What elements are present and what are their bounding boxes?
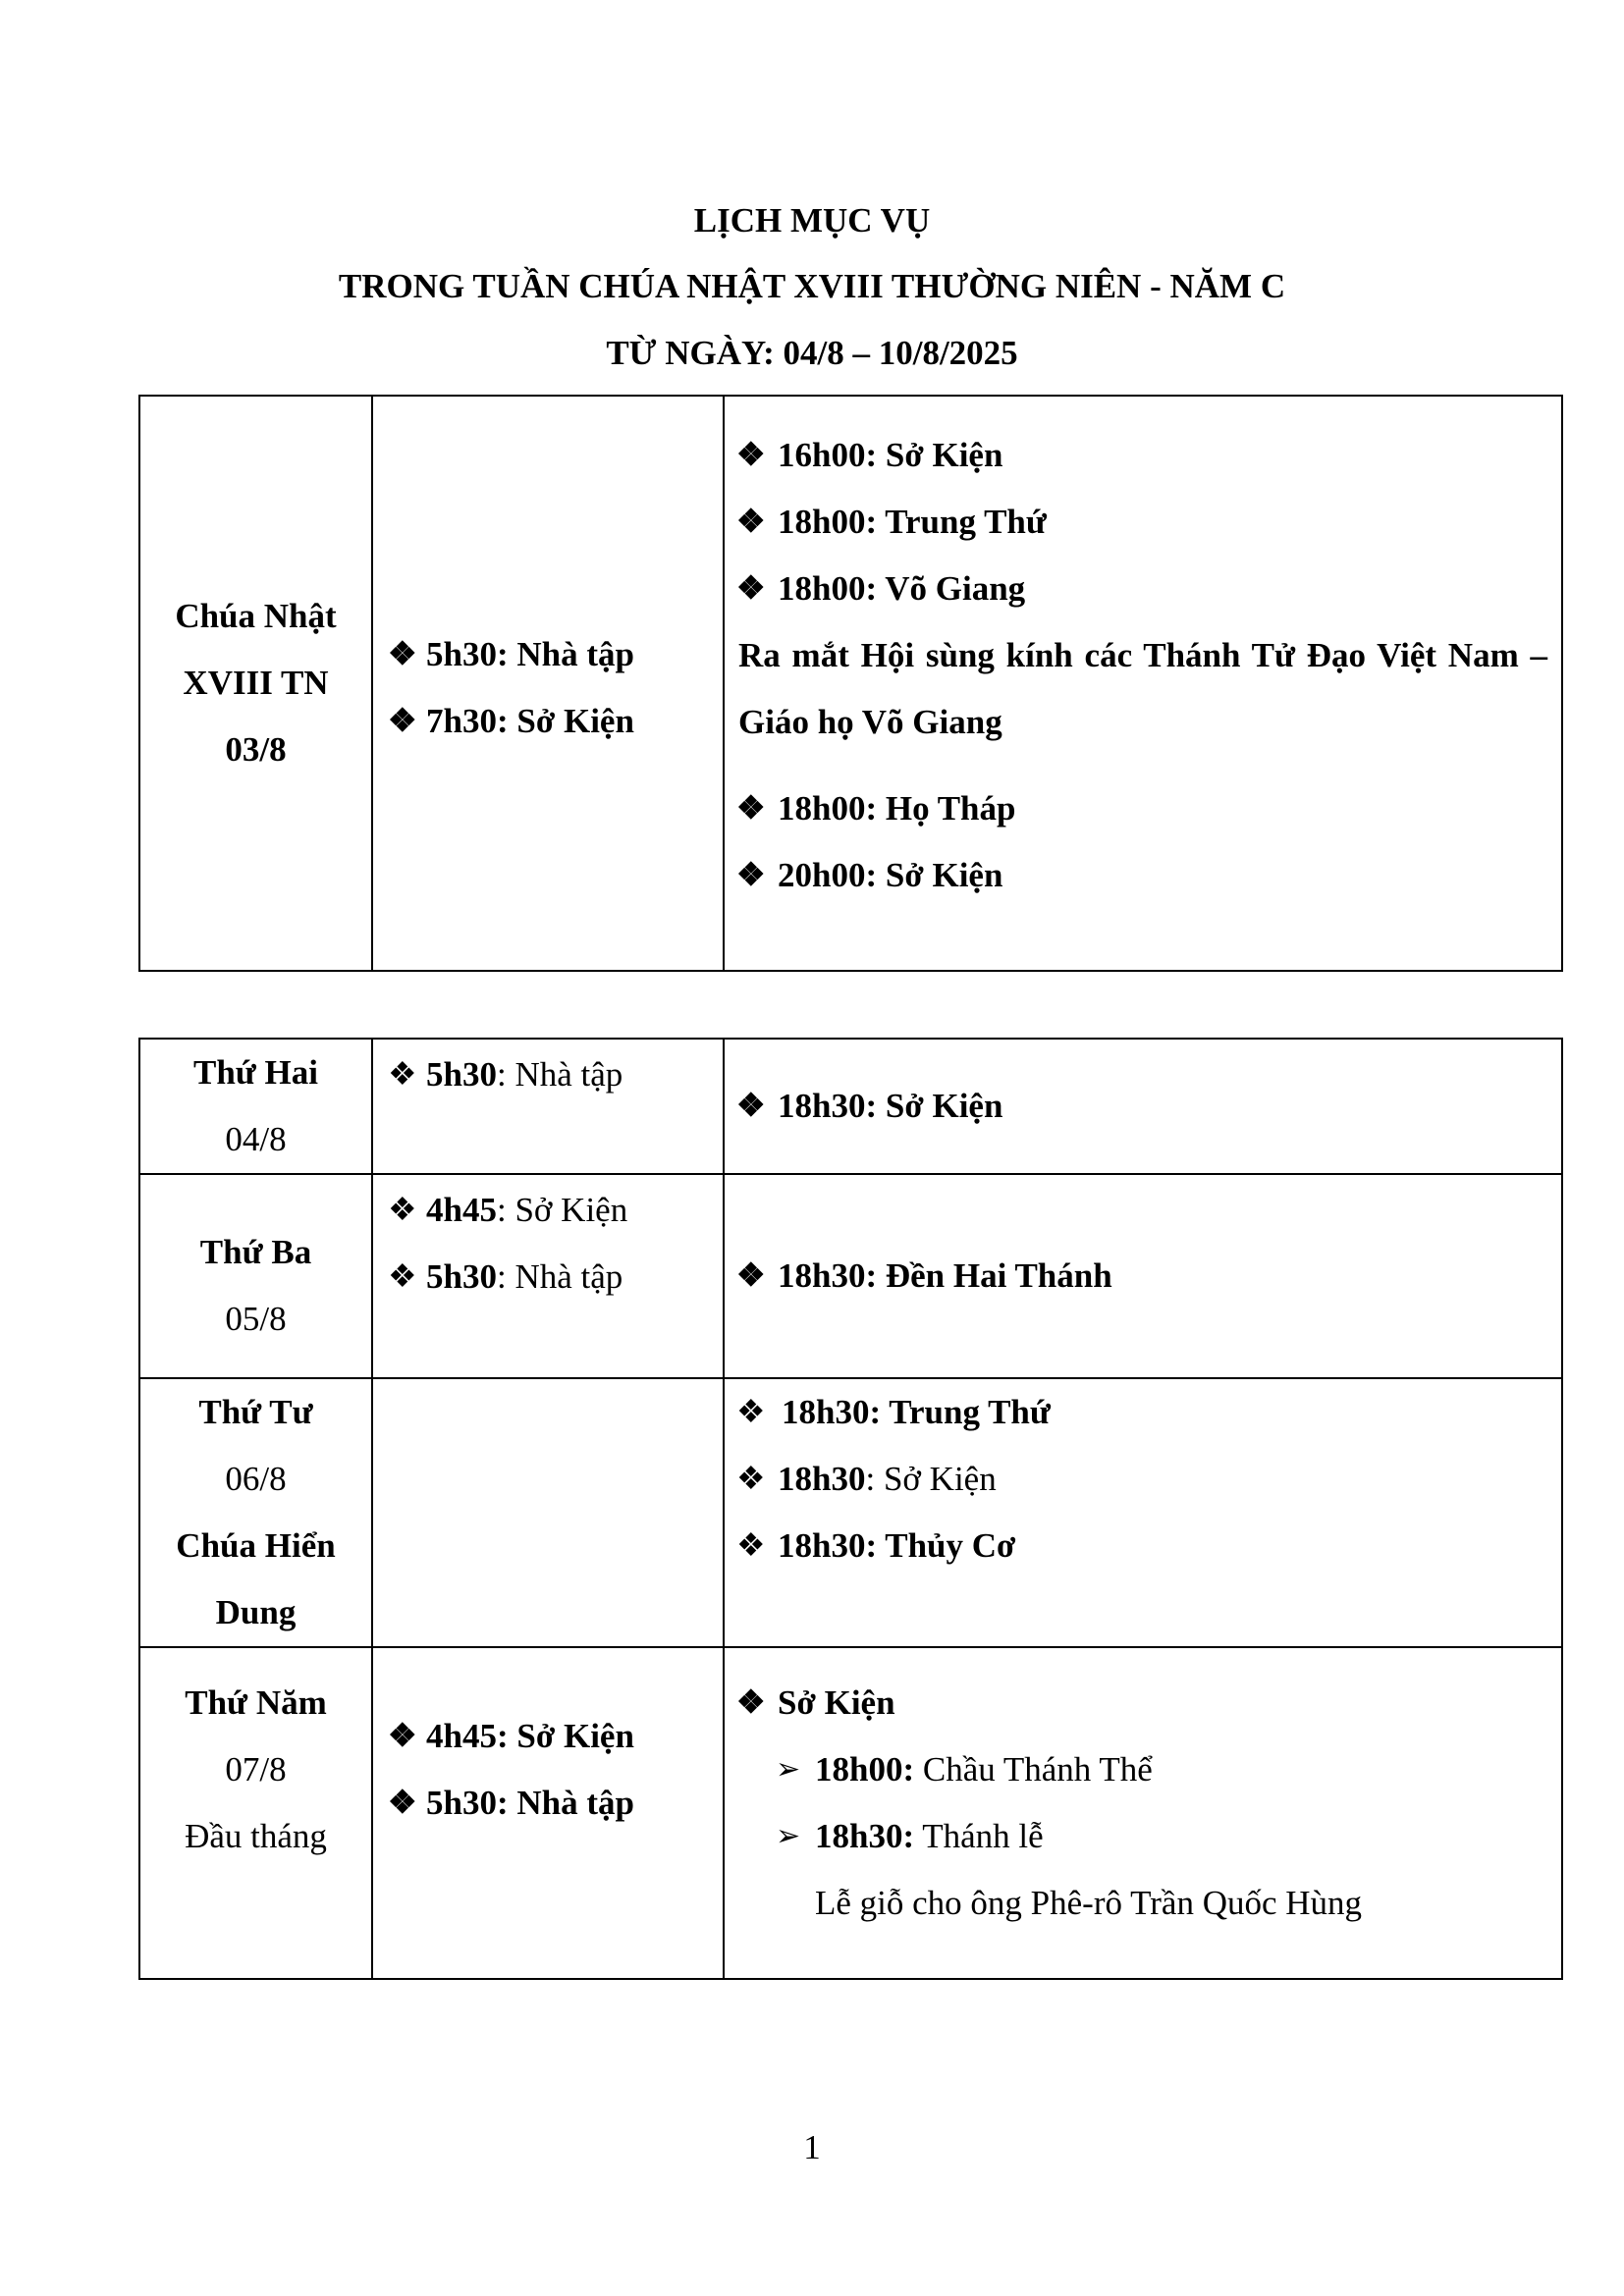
thursday-sub-item: ➢ 18h30: Thánh lễ [725, 1803, 1561, 1870]
sunday-row [139, 396, 1562, 971]
tuesday-morning-item: ❖ 4h45: Sở Kiện [373, 1177, 723, 1244]
bullet-icon: ❖ [388, 637, 417, 672]
sunday-week: XVIII TN [183, 664, 329, 702]
monday-day-cell [139, 1039, 372, 1174]
bullet-icon: ❖ [736, 571, 766, 607]
thursday-morning-cell [372, 1647, 724, 1979]
thursday-date: 07/8 [225, 1750, 287, 1789]
bullet-icon: ❖ [736, 1395, 766, 1430]
bullet-icon: ❖ [388, 1786, 417, 1821]
thursday-morning-item: ❖ 5h30: Nhà tập [373, 1770, 723, 1837]
tuesday-day-cell [139, 1174, 372, 1378]
wednesday-evening-item: ❖ 18h30: Trung Thứ [725, 1379, 1561, 1446]
thursday-memorial: Lễ giỗ cho ông Phê-rô Trần Quốc Hùng [815, 1884, 1363, 1922]
sunday-evening-item: ❖ 20h00: Sở Kiện [725, 842, 1561, 909]
bullet-icon: ❖ [736, 1258, 766, 1294]
arrow-icon: ➢ [776, 1820, 801, 1852]
sunday-date: 03/8 [225, 730, 287, 769]
bullet-icon: ❖ [736, 1685, 766, 1721]
wednesday-day-cell [139, 1378, 372, 1647]
thursday-day: Thứ Năm [185, 1683, 327, 1722]
wednesday-day: Thứ Tư [198, 1393, 313, 1431]
bullet-icon: ❖ [736, 1528, 766, 1564]
weekday-table [138, 1038, 1563, 1980]
sunday-day-cell [139, 396, 372, 971]
sunday-morning-item: ❖ 5h30: Nhà tập [373, 621, 723, 688]
sunday-evening-item: ❖ 18h00: Họ Tháp [725, 775, 1561, 842]
wednesday-evening-item: ❖ 18h30: Sở Kiện [725, 1446, 1561, 1513]
thursday-day-cell [139, 1647, 372, 1979]
tuesday-day: Thứ Ba [199, 1233, 312, 1271]
bullet-icon: ❖ [388, 1193, 417, 1228]
sunday-morning-item: ❖ 7h30: Sở Kiện [373, 688, 723, 755]
bullet-icon: ❖ [388, 1259, 417, 1295]
wednesday-feast: Chúa Hiển [176, 1526, 336, 1565]
sunday-table [138, 395, 1563, 972]
monday-evening-cell [724, 1039, 1562, 1174]
tuesday-morning-item: ❖ 5h30: Nhà tập [373, 1244, 723, 1310]
wednesday-evening-cell [724, 1378, 1562, 1647]
arrow-icon: ➢ [776, 1753, 801, 1786]
page-number: 1 [803, 2128, 821, 2166]
bullet-icon: ❖ [388, 1057, 417, 1093]
monday-morning-cell [372, 1039, 724, 1174]
thursday-sub-item: ➢ 18h00: Chầu Thánh Thể [725, 1736, 1561, 1803]
monday-day: Thứ Hai [192, 1053, 318, 1092]
thursday-morning-item: ❖ 4h45: Sở Kiện [373, 1703, 723, 1770]
monday-date: 04/8 [225, 1120, 287, 1158]
bullet-icon: ❖ [388, 1719, 417, 1754]
wednesday-date: 06/8 [225, 1460, 287, 1498]
sunday-event-note: Ra mắt Hội sùng kính các Thánh Tử Đạo Việt Nam – Giáo họ Võ Giang [738, 636, 1547, 741]
wednesday-feast: Dung [215, 1593, 297, 1631]
monday-morning-item: ❖ 5h30: Nhà tập [373, 1041, 723, 1108]
wednesday-morning-cell [372, 1378, 724, 1647]
bullet-icon: ❖ [736, 1089, 766, 1124]
thursday-evening-cell [724, 1647, 1562, 1979]
sunday-day: Chúa Nhật [175, 597, 337, 635]
sunday-evening-item: ❖ 18h00: Trung Thứ [725, 489, 1561, 556]
bullet-icon: ❖ [736, 791, 766, 827]
sunday-evening-item: ❖ 18h00: Võ Giang [725, 556, 1561, 622]
tuesday-evening-item: ❖ 18h30: Đền Hai Thánh [725, 1243, 1561, 1309]
tuesday-date: 05/8 [225, 1300, 287, 1338]
bullet-icon: ❖ [736, 858, 766, 893]
wednesday-row [139, 1378, 1562, 1647]
monday-evening-item: ❖ 18h30: Sở Kiện [725, 1073, 1561, 1140]
sunday-evening-cell [724, 396, 1562, 971]
thursday-row [139, 1647, 1562, 1979]
tuesday-evening-cell [724, 1174, 1562, 1378]
wednesday-evening-item: ❖ 18h30: Thủy Cơ [725, 1513, 1561, 1579]
tuesday-row [139, 1174, 1562, 1378]
tuesday-morning-cell [372, 1174, 724, 1378]
sunday-morning-cell [372, 396, 724, 971]
monday-row [139, 1039, 1562, 1174]
bullet-icon: ❖ [736, 505, 766, 540]
bullet-icon: ❖ [388, 704, 417, 739]
sunday-evening-item: ❖ 16h00: Sở Kiện [725, 422, 1561, 489]
doc-title: LỊCH MỤC VỤ [693, 201, 931, 240]
doc-subtitle: TRONG TUẦN CHÚA NHẬT XVIII THƯỜNG NIÊN - NĂM C [338, 267, 1286, 305]
bullet-icon: ❖ [736, 438, 766, 473]
doc-date-range: TỪ NGÀY: 04/8 – 10/8/2025 [606, 334, 1018, 372]
thursday-evening-place: ❖ Sở Kiện [725, 1670, 1561, 1736]
thursday-note: Đầu tháng [185, 1817, 327, 1855]
bullet-icon: ❖ [736, 1462, 766, 1497]
